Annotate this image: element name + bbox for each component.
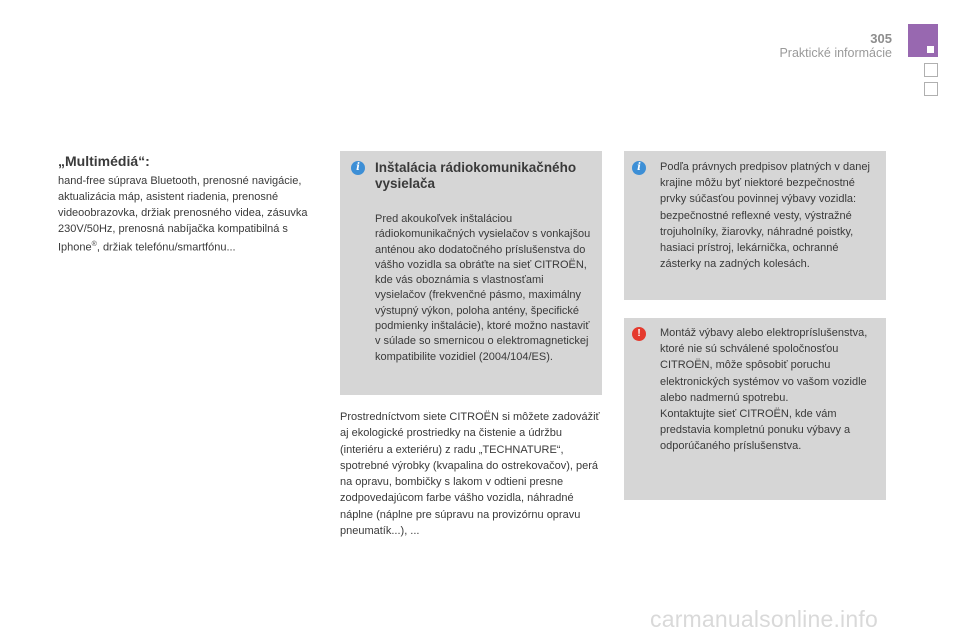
section-title: Praktické informácie — [779, 46, 892, 60]
chapter-tab[interactable] — [924, 82, 938, 96]
chapter-tab[interactable] — [924, 63, 938, 77]
chapter-tab-active[interactable] — [908, 24, 938, 57]
info-box-body: Pred akoukoľvek inštaláciou rádiokomunikačných vysielačov s vonkajšou anténou ako dodatočného príslušenstva do vášho vozidla sa obráťte na sieť CITROËN, kde vás oboznámia s vlastnosťami vysielačov (frekvenčné pásmo, maximálny výstupný výkon, poloha antény, špecifické podmienky inštalácie), ktoré možno nastaviť v súlade so smernicou o elektromagnetickej kompatibilite vozidiel (2004/104/ES). — [375, 213, 591, 363]
warning-body: Montáž výbavy alebo elektropríslušenstva, ktoré nie sú schválené spoločnosťou CITROËN, môže spôsobiť poruchu elektronických systémov vo vašom vozidle alebo nadmernú spotrebu. Kontaktujte sieť CITROËN, kde vám predstavia kompletnú ponuku výbavy a odporúčaného príslušenstva. — [660, 327, 868, 453]
multimedia-heading: „Multimédiá“: — [58, 153, 150, 169]
info-box-heading: Inštalácia rádiokomunikačného vysielača — [375, 160, 577, 191]
multimedia-text: hand-free súprava Bluetooth, prenosné navigácie, aktualizácia máp, asistent riadenia, prenosné videoobrazovka, držiak prenosného videa, zásuvka 230V/50Hz, prenosná nabíjačka kompatibilná s Iphone®, držiak telefónu/smartfónu... — [58, 175, 308, 254]
warning-icon: ! — [632, 327, 646, 341]
info-box-transmitter — [340, 151, 602, 395]
warning-box — [624, 318, 886, 500]
page-number: 305 — [870, 31, 892, 46]
info-icon: i — [632, 161, 646, 175]
regulations-box — [624, 151, 886, 300]
info-icon: i — [351, 161, 365, 175]
watermark: carmanualsonline.info — [650, 606, 878, 632]
citroen-network-text: Prostredníctvom siete CITROËN si môžete zadovážiť aj ekologické prostriedky na čistenie a údržbu (interiéru a exteriéru) z radu „TECHNATURE“, spotrebné výrobky (kvapalina do ostrekovačov), perá na opravu, bombičky s lakom v odtieni presne zodpovedajúcom farbe vášho vozidla, náhradné náplne (náplne pre súpravu na provizórnu opravu pneumatík...), ... — [340, 411, 600, 538]
regulations-body: Podľa právnych predpisov platných v danej krajine môžu byť niektoré bezpečnostné prvky súčasťou povinnej výbavy vozidla: bezpečnostné reflexné vesty, výstražné trojuholníky, žiarovky, náhradné poistky, hasiaci prístroj, lekárnička, ochranné zásterky na zadných kolesách. — [660, 161, 870, 271]
tab-marker-icon — [927, 46, 934, 53]
registered-mark: ® — [91, 241, 97, 248]
